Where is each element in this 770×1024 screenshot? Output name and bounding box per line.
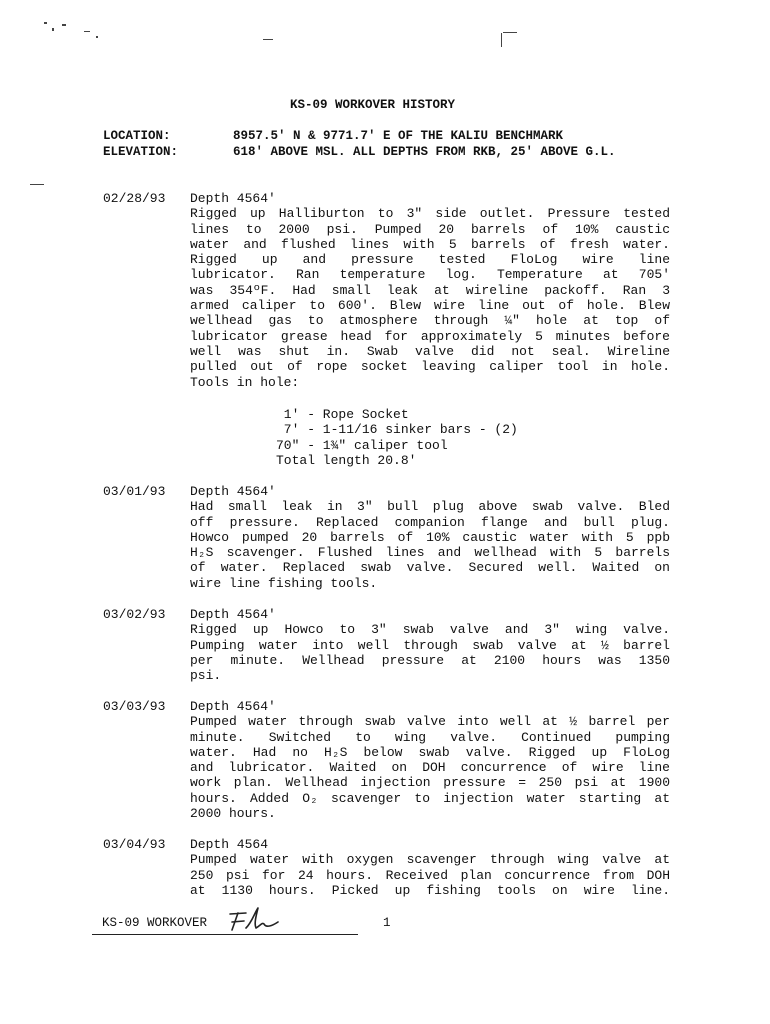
entry-line: Depth 4564' xyxy=(190,607,276,622)
entry-line: H₂S scavenger. Flushed lines and wellhead with 5 barrels xyxy=(190,545,670,561)
location-label: LOCATION: xyxy=(103,129,171,143)
entry-line: Howco pumped 20 barrels of 10% caustic water with 5 ppb xyxy=(190,529,670,545)
tool-item: 1' - Rope Socket xyxy=(276,407,409,422)
entry-line: and lubricator. Waited on DOH concurrence of wire line xyxy=(190,760,670,776)
entry-line: wellhead gas to atmosphere through ¼" hole at top of xyxy=(190,313,670,329)
entry-line: Depth 4564 xyxy=(190,837,269,852)
tool-item: 70" - 1¾" caliper tool xyxy=(276,437,448,453)
entry-date: 03/02/93 xyxy=(103,607,166,622)
elevation-label: ELEVATION: xyxy=(103,145,179,159)
entry-date: 03/04/93 xyxy=(103,837,166,852)
entry-line: 250 psi for 24 hours. Received plan concurrence from DOH xyxy=(190,867,670,883)
entry-line: Tools in hole: xyxy=(190,374,300,390)
entry-text xyxy=(190,484,670,591)
entry-date: 02/28/93 xyxy=(103,191,166,206)
entry-line: Depth 4564' xyxy=(190,699,276,714)
entry-text xyxy=(190,699,670,821)
entry-line: Rigged up Howco to 3" swab valve and 3" wing valve. xyxy=(190,622,670,638)
scan-speck xyxy=(96,36,98,38)
entry-line: off pressure. Replaced companion flange and bull plug. xyxy=(190,514,670,530)
entry-line: water. Had no H₂S below swab valve. Rigged up FloLog xyxy=(190,744,670,760)
entry-line: Pumping water into well through swab valve at ½ barrel xyxy=(190,637,670,653)
scan-speck xyxy=(30,184,44,185)
entry-line: of water. Replaced swab valve. Secured well. Waited on xyxy=(190,560,670,576)
entry-line: minute. Switched to wing valve. Continued pumping xyxy=(190,729,670,745)
page-number: 1 xyxy=(383,916,391,930)
entry-line: pulled out of rope socket leaving caliper tool in hole. xyxy=(190,359,670,375)
tool-item: 7' - 1-11/16 sinker bars - (2) xyxy=(276,422,518,438)
document-title: KS-09 WORKOVER HISTORY xyxy=(290,98,456,112)
entry-line: Had small leak in 3" bull plug above swab valve. Bled xyxy=(190,499,670,515)
entry-line: well was shut in. Swab valve did not seal. Wireline xyxy=(190,343,670,359)
entry-text xyxy=(190,607,670,683)
scan-speck xyxy=(84,31,90,32)
entry-line: work plan. Wellhead injection pressure = 250 psi at 1900 xyxy=(190,775,670,791)
entry-line: lines to 2000 psi. Pumped 20 barrels of 10% caustic xyxy=(190,221,670,237)
entry-line: water and flushed lines with 5 barrels of fresh water. xyxy=(190,236,670,252)
handwritten-file-signature xyxy=(226,904,286,934)
entry-line: psi. xyxy=(190,668,222,684)
entry-line: Depth 4564' xyxy=(190,484,276,499)
elevation-value: 618' ABOVE MSL. ALL DEPTHS FROM RKB, 25' ABOVE G.L. xyxy=(233,145,616,159)
footer-rule xyxy=(92,934,358,935)
entry-line: hours. Added O₂ scavenger to injection water starting at xyxy=(190,790,670,806)
entry-text xyxy=(190,837,670,898)
entry-line: at 1130 hours. Picked up fishing tools on wire line. xyxy=(190,882,670,898)
entry-line: was 354ºF. Had small leak at wireline packoff. Ran 3 xyxy=(190,282,670,298)
entry-line: Pumped water with oxygen scavenger through wing valve at xyxy=(190,852,670,868)
entry-line: Rigged up and pressure tested FloLog wire line xyxy=(190,252,670,268)
entry-line: Rigged up Halliburton to 3" side outlet. Pressure tested xyxy=(190,206,670,222)
tool-item: Total length 20.8' xyxy=(276,452,417,468)
entry-line: Pumped water through swab valve into well at ½ barrel per xyxy=(190,714,670,730)
scan-speck xyxy=(52,28,54,31)
scan-speck xyxy=(263,39,273,40)
scan-speck xyxy=(62,24,66,26)
entry-date: 03/03/93 xyxy=(103,699,166,714)
entry-line: 2000 hours. xyxy=(190,806,276,822)
entry-line: lubricator grease head for approximately 5 minutes before xyxy=(190,328,670,344)
entry-line: armed caliper to 600'. Blew wire line out of hole. Blew xyxy=(190,298,670,314)
entry-line: wire line fishing tools. xyxy=(190,575,378,591)
entry-text xyxy=(190,191,670,390)
scan-speck xyxy=(501,33,502,47)
entry-line: per minute. Wellhead pressure at 2100 hours was 1350 xyxy=(190,652,670,668)
entry-line: lubricator. Ran temperature log. Temperature at 705' xyxy=(190,267,670,283)
footer-label: KS-09 WORKOVER xyxy=(102,916,208,930)
location-value: 8957.5' N & 9771.7' E OF THE KALIU BENCHMARK xyxy=(233,129,564,143)
entry-date: 03/01/93 xyxy=(103,484,166,499)
scan-speck xyxy=(44,22,47,24)
tools-list xyxy=(276,407,518,468)
entry-line: Depth 4564' xyxy=(190,191,276,206)
scan-speck xyxy=(503,32,517,33)
